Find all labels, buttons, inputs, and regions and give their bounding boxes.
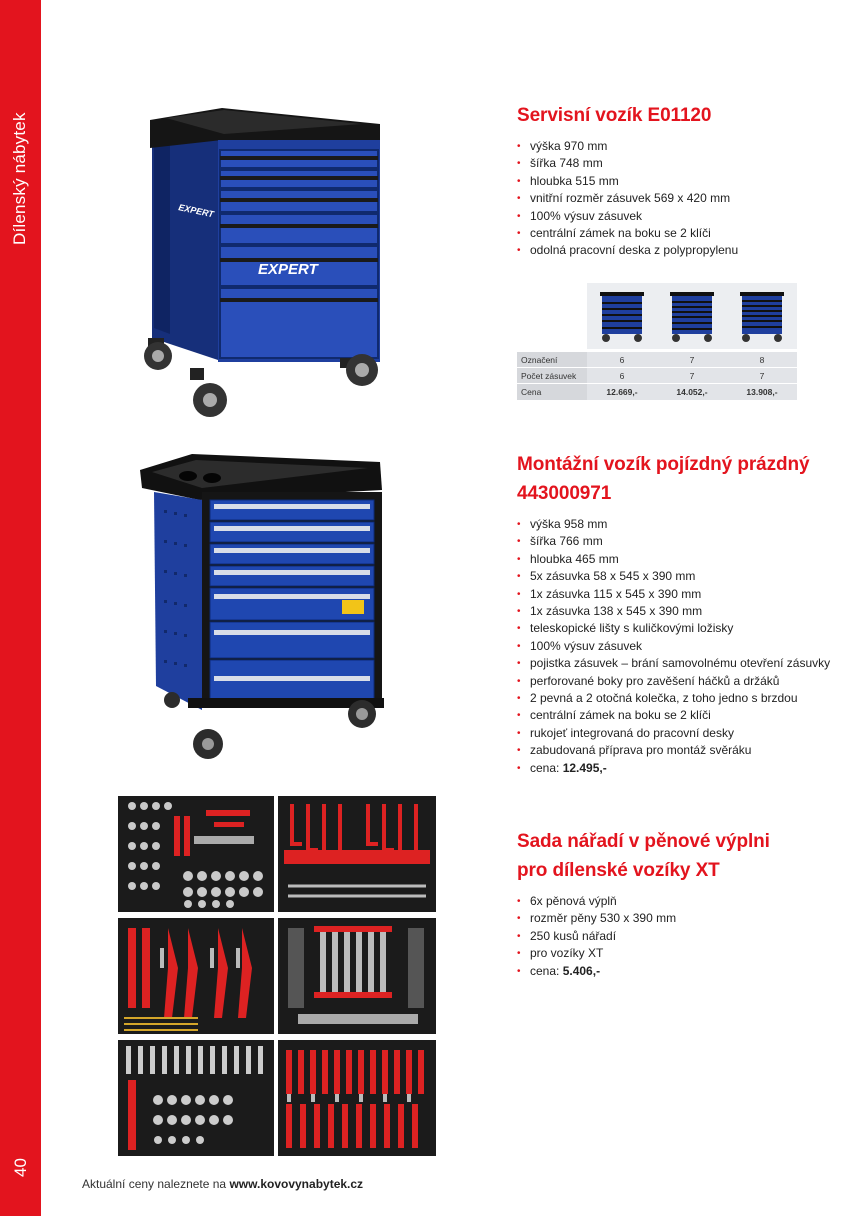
spec-item: • 5x zásuvka 58 x 545 x 390 mm [517, 568, 830, 585]
spec-item: • výška 958 mm [517, 516, 830, 533]
variant-table [517, 283, 797, 400]
variant-image-6 [587, 283, 657, 349]
spec-item: • teleskopické lišty s kuličkovými ložisky [517, 620, 830, 637]
spec-item: • cena: 5.406,- [517, 963, 770, 980]
page-number: 40 [11, 1158, 30, 1177]
table-row: Počet zásuvek 6 7 7 [517, 368, 797, 384]
tool-tray-image [118, 1040, 274, 1156]
section-title: Dílenský nábytek [10, 112, 29, 245]
variant-images [517, 283, 797, 349]
spec-item: • 2 pevná a 2 otočná kolečka, z toho jedno s brzdou [517, 690, 830, 707]
svg-text:EXPERT: EXPERT [177, 202, 215, 220]
footer-text: Aktuální ceny naleznete na [82, 1177, 230, 1191]
spec-item: • odolná pracovní deska z polypropylenu [517, 242, 738, 259]
product-montage-cart [517, 450, 830, 777]
spec-item: • rukojeť integrovaná do pracovní desky [517, 725, 830, 742]
product-title: Montážní vozík pojízdný prázdný 443000971 [517, 454, 810, 504]
table-row: Cena 12.669,- 14.052,- 13.908,- [517, 384, 797, 400]
spec-item: • perforované boky pro zavěšení háčků a držáků [517, 673, 830, 690]
spec-item: • 6x pěnová výplň [517, 893, 770, 910]
spec-list [517, 893, 770, 980]
spec-item: • rozměr pěny 530 x 390 mm [517, 910, 770, 927]
spec-item: • centrální zámek na boku se 2 klíči [517, 225, 738, 242]
spec-item: • výška 970 mm [517, 138, 738, 155]
spec-item: • 250 kusů nářadí [517, 928, 770, 945]
spec-item: • 1x zásuvka 138 x 545 x 390 mm [517, 603, 830, 620]
spec-item: • pojistka zásuvek – brání samovolnému otevření zásuvky [517, 655, 830, 672]
tool-tray-grid [118, 796, 436, 1156]
spec-item: • šířka 748 mm [517, 155, 738, 172]
cart-brand-label: EXPERT [258, 261, 318, 278]
tool-tray-image [278, 796, 436, 912]
footer [82, 1177, 363, 1191]
spec-item: • cena: 12.495,- [517, 760, 830, 777]
spec-item: • zabudovaná příprava pro montáž svěráku [517, 742, 830, 759]
expert-cart-image [140, 98, 390, 423]
price: 5.406,- [562, 963, 601, 978]
product-tool-set [517, 827, 770, 980]
variant-image-7b [727, 283, 797, 349]
spec-item: • 100% výsuv zásuvek [517, 638, 830, 655]
footer-link[interactable]: www.kovovynabytek.cz [229, 1177, 364, 1191]
side-band [0, 0, 41, 1216]
tool-tray-image [118, 796, 274, 912]
spec-item: • 1x zásuvka 115 x 545 x 390 mm [517, 586, 830, 603]
price: 12.495,- [562, 760, 607, 775]
montage-cart-image [132, 448, 392, 768]
drawers [220, 150, 378, 358]
product-title: Sada nářadí v pěnové výplni pro dílenské vozíky XT [517, 831, 770, 881]
table-row: Označení 6 7 8 [517, 352, 797, 368]
variant-spec-table [517, 351, 797, 400]
spec-item: • centrální zámek na boku se 2 klíči [517, 707, 830, 724]
spec-item: • hloubka 515 mm [517, 173, 738, 190]
spec-item: • šířka 766 mm [517, 533, 830, 550]
variant-image-7a [657, 283, 727, 349]
tool-tray-image [118, 918, 274, 1034]
spec-item: • vnitřní rozměr zásuvek 569 x 420 mm [517, 190, 738, 207]
spec-item: • pro vozíky XT [517, 945, 770, 962]
tool-tray-image [278, 1040, 436, 1156]
tool-tray-image [278, 918, 436, 1034]
spec-item: • 100% výsuv zásuvek [517, 208, 738, 225]
product-expert-cart [517, 101, 738, 260]
spec-list [517, 516, 830, 777]
spec-list [517, 138, 738, 260]
product-title: Servisní vozík E01120 [517, 105, 712, 126]
spec-item: • hloubka 465 mm [517, 551, 830, 568]
